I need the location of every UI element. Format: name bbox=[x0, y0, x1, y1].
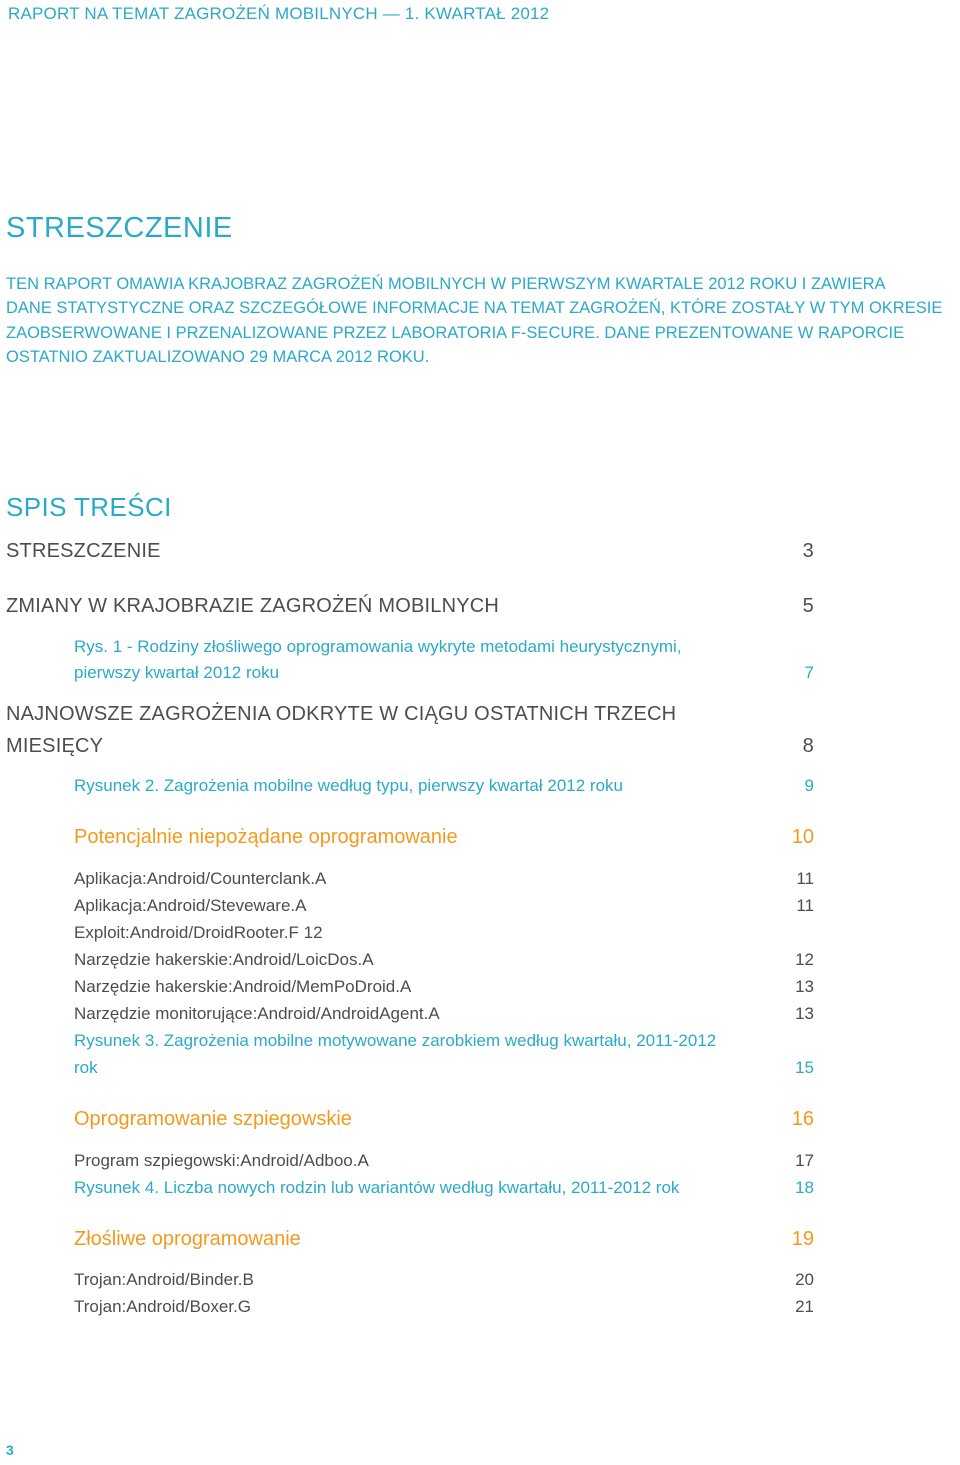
toc-entry-page: 11 bbox=[796, 869, 814, 888]
toc-entry-label[interactable]: Exploit:Android/DroidRooter.F 12 bbox=[74, 923, 323, 942]
toc-entry[interactable] bbox=[74, 1270, 814, 1290]
toc-entry-page: 7 bbox=[804, 663, 814, 682]
toc-entry[interactable] bbox=[74, 776, 814, 796]
toc-entry-page: 21 bbox=[795, 1297, 814, 1316]
summary-line: TEN RAPORT OMAWIA KRAJOBRAZ ZAGROŻEŃ MOBILNYCH W PIERWSZYM KWARTALE 2012 ROKU I ZAWIERA bbox=[6, 275, 886, 293]
toc-entry[interactable] bbox=[74, 869, 814, 889]
toc-entry-page: 16 bbox=[791, 1108, 814, 1130]
toc-entry-page: 19 bbox=[791, 1228, 814, 1250]
toc-entry-label: STRESZCZENIE bbox=[6, 540, 161, 562]
toc-entry[interactable] bbox=[74, 1151, 814, 1171]
toc-entry[interactable] bbox=[74, 1004, 814, 1024]
toc-entry[interactable] bbox=[74, 950, 814, 970]
toc-entry-page: 18 bbox=[795, 1178, 814, 1197]
toc-entry-label[interactable]: NAJNOWSZE ZAGROŻENIA ODKRYTE W CIĄGU OSTATNICH TRZECH bbox=[6, 703, 677, 725]
toc-entry[interactable] bbox=[6, 540, 814, 563]
toc-entry-label: Oprogramowanie szpiegowskie bbox=[74, 1108, 352, 1130]
summary-line: OSTATNIO ZAKTUALIZOWANO 29 MARCA 2012 ROKU. bbox=[6, 347, 430, 366]
summary-text bbox=[6, 272, 943, 369]
toc-entry-label: pierwszy kwartał 2012 roku bbox=[74, 663, 280, 682]
toc-entry-label: rok bbox=[74, 1058, 98, 1077]
toc-entry-page: 9 bbox=[804, 776, 814, 795]
toc-entry-label: Aplikacja:Android/Steveware.A bbox=[74, 896, 307, 915]
toc-entry-label: ZMIANY W KRAJOBRAZIE ZAGROŻEŃ MOBILNYCH bbox=[6, 595, 500, 617]
toc-entry[interactable] bbox=[74, 1108, 814, 1131]
toc-entry-page: 13 bbox=[795, 1004, 814, 1023]
toc-entry-page: 20 bbox=[795, 1270, 814, 1289]
toc-entry-page: 5 bbox=[802, 595, 814, 617]
toc-entry-page: 15 bbox=[795, 1058, 814, 1077]
toc-entry-label: MIESIĘCY bbox=[6, 735, 104, 757]
toc-entry[interactable] bbox=[74, 826, 814, 849]
toc-entry-label: Rysunek 4. Liczba nowych rodzin lub wariantów według kwartału, 2011-2012 rok bbox=[74, 1178, 680, 1197]
toc-entry[interactable] bbox=[74, 977, 814, 997]
toc-entry-page: 8 bbox=[802, 735, 814, 757]
toc-entry[interactable] bbox=[74, 1228, 814, 1251]
toc-entry-label: Trojan:Android/Boxer.G bbox=[74, 1297, 252, 1316]
toc-entry[interactable] bbox=[6, 595, 814, 618]
toc-entry[interactable] bbox=[74, 1058, 814, 1078]
toc-entry-label[interactable]: Rysunek 3. Zagrożenia mobilne motywowane zarobkiem według kwartału, 2011-2012 bbox=[74, 1031, 717, 1050]
toc-entry-label: Program szpiegowski:Android/Adboo.A bbox=[74, 1151, 369, 1170]
toc-entry-label[interactable]: Rys. 1 - Rodziny złośliwego oprogramowania wykryte metodami heurystycznymi, bbox=[74, 637, 682, 656]
summary-title: STRESZCZENIE bbox=[6, 212, 233, 244]
toc-entry-label: Złośliwe oprogramowanie bbox=[74, 1228, 301, 1250]
toc-entry-label: Trojan:Android/Binder.B bbox=[74, 1270, 254, 1289]
toc-entry-page: 13 bbox=[795, 977, 814, 996]
toc-entry-label: Narzędzie hakerskie:Android/MemPoDroid.A bbox=[74, 977, 412, 996]
summary-line: DANE STATYSTYCZNE ORAZ SZCZEGÓŁOWE INFORMACJE NA TEMAT ZAGROŻEŃ, KTÓRE ZOSTAŁY W TYM OKRESIE bbox=[6, 299, 943, 318]
toc-entry-label: Narzędzie hakerskie:Android/LoicDos.A bbox=[74, 950, 374, 969]
toc-entry-page: 17 bbox=[795, 1151, 814, 1170]
toc-entry[interactable] bbox=[74, 896, 814, 916]
running-header: RAPORT NA TEMAT ZAGROŻEŃ MOBILNYCH — 1. KWARTAŁ 2012 bbox=[8, 4, 550, 23]
toc-entry[interactable] bbox=[74, 663, 814, 683]
toc-entry-page: 3 bbox=[802, 540, 814, 562]
toc-entry[interactable] bbox=[6, 735, 814, 758]
page-number: 3 bbox=[6, 1442, 14, 1458]
toc-entry-label: Aplikacja:Android/Counterclank.A bbox=[74, 869, 327, 888]
toc-entry-label: Narzędzie monitorujące:Android/AndroidAgent.A bbox=[74, 1004, 440, 1023]
toc-title: SPIS TREŚCI bbox=[6, 492, 172, 522]
toc-entry[interactable] bbox=[74, 1178, 814, 1198]
toc-entry-page: 10 bbox=[791, 826, 814, 848]
toc-entry-page: 11 bbox=[796, 896, 814, 915]
toc-entry-page: 12 bbox=[795, 950, 814, 969]
toc-entry-label: Potencjalnie niepożądane oprogramowanie bbox=[74, 826, 458, 848]
toc-entry-label: Rysunek 2. Zagrożenia mobilne według typu, pierwszy kwartał 2012 roku bbox=[74, 776, 623, 795]
summary-line: ZAOBSERWOWANE I PRZENALIZOWANE PRZEZ LABORATORIA F-SECURE. DANE PREZENTOWANE W RAPORCIE bbox=[6, 323, 905, 342]
toc-entry[interactable] bbox=[74, 1297, 814, 1317]
